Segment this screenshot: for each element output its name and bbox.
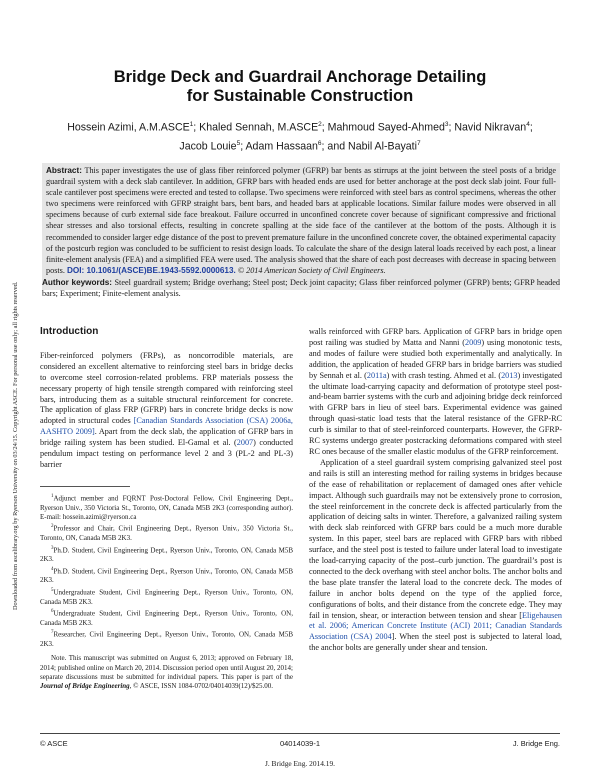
footnote-7-text: Researcher, Civil Engineering Dept., Ryerson Univ., Toronto, ON, Canada M5B 2K3. [40, 630, 293, 648]
ref-eligehausen-aci-csa[interactable]: Eligehausen et al. 2006; American Concrete Institute (ACI) 2011; Canadian Standards Association (CSA) 2004 [309, 610, 562, 642]
doi-link[interactable]: DOI: 10.1061/(ASCE)BE.1943-5592.0000613. [66, 265, 236, 275]
footnote-6-text: Undergraduate Student, Civil Engineering Dept., Ryerson Univ., Toronto, ON, Canada M5B 2K3. [40, 609, 293, 627]
left-column [40, 327, 293, 692]
right-column [309, 327, 562, 654]
citation-line: J. Bridge Eng. 2014.19. [264, 759, 335, 768]
footnote-5 [40, 586, 293, 607]
footer-journal: J. Bridge Eng. [512, 739, 560, 748]
ref-ahmed[interactable]: 2013 [501, 370, 518, 380]
author-5: Jacob Louie [179, 140, 237, 153]
author-1-affil: 1 [189, 121, 194, 128]
footer-copyright: © ASCE [40, 739, 68, 748]
footnote-4-number: 4 [51, 566, 54, 572]
footnote-3-number: 3 [51, 545, 54, 551]
footnote-4-text: Ph.D. Student, Civil Engineering Dept., Ryerson Univ., Toronto, ON, Canada M5B 2K3. [40, 567, 293, 585]
right-text-c: ) with crash testing. Ahmed et al. ( [386, 370, 502, 380]
footnote-4 [40, 565, 293, 586]
footnote-6 [40, 607, 293, 628]
author-2-affil: 2 [318, 121, 322, 128]
ref-sennah[interactable]: 2011a [366, 370, 387, 380]
footnote-2-text: Professor and Chair, Civil Engineering Dept., Ryerson Univ., 350 Victoria St., Toronto, ON, Canada M5B 2K3. [40, 524, 293, 543]
author-7-affil: 7 [416, 139, 421, 147]
intro-ref-csa-aashto[interactable]: [Canadian Standards Association (CSA) 2006a, AASHTO 2009] [40, 416, 293, 437]
keywords-label: Author keywords: [42, 278, 113, 287]
abstract-copyright: © 2014 American Society of Civil Engineers. [235, 265, 386, 275]
intro-ref-elgamal[interactable]: 2007 [236, 438, 254, 448]
footnote-6-number: 6 [51, 608, 54, 614]
footnote-divider [40, 486, 130, 487]
author-4-affil: 4 [526, 121, 530, 128]
title-line-1: Bridge Deck and Guardrail Anchorage Detailing [113, 68, 487, 86]
abstract-text: This paper investigates the use of glass fiber reinforced polymer (GFRP) bar bents as stirrups at the joint between the steel posts of a bridge guardrail system with a deck slab cantilever. In addition, GFRP bars with headed ends are used for better anchorage at the post deck slab joint. Four full-scale cantilever post specimens were erected and tested to collapse. Two specimens were reinforced with steel bars as control specimens, whereas the other two specimens were reinforced with GFRP straight bars, bent bars, and headed bars at applicable locations. Similar failure modes were observed in all specimens because of curb external side face breakout. Failure occurred in unconfined concrete cover because of significant compressive and frictional shear stresses and also torsional effects, resulting in concrete spalling at the side face of the cantilever at the bottom of the posts. Although it is recommended to consider larger edge distance of the post to prevent premature failure in the unconfined concrete cover, the obtained experimental capacity of the postcurb region was concluded to be sufficient to resist design loads. To calculate the share of the design lateral loads received by each post, a linear finite-element analysis (FEA) and a simplified FEA were used. The analysis showed that the share of each post decreases with decrease in spacing between posts. [46, 166, 556, 275]
footnote-2-number: 2 [51, 524, 54, 530]
intro-paragraph-1 [40, 351, 293, 471]
author-2: ; Khaled Sennah, M.ASCE [193, 121, 319, 134]
right-paragraph-1 [309, 327, 562, 458]
right-text-a: walls reinforced with GFRP bars. Application of GFRP bars in bridge open post railing was studied by Matta and Nanni ( [309, 327, 562, 347]
title-line-2: for Sustainable Construction [186, 87, 414, 105]
footer-page-id: 04014039-1 [279, 739, 321, 748]
abstract-box [42, 163, 560, 290]
right-text-e: Application of a steel guardrail system comprising galvanized steel post and rails is still an interesting method for railing systems in bridges because of the ease of rehabilitation or replacement of damaged ones after vehicle impact. Although such guardrails may not be extensively prone to corrosion, the steel reinforcement in the concrete deck is affected particularly from the application of deicing salts in winter. Therefore, a galvanized railing system with deck slab reinforced with GFRP bars could be a much more durable system. In this paper, steel bars are replaced with GFRP bars with ribbed surface, and the steel post is tested to failure under lateral load to investigate the load-carrying capacity of the post–curb junction. The guardrail’s post is connected to the deck overhang with steel anchor bolts. The anchor bolts and the base plate transfer the lateral load to the concrete deck. The modes of failure in anchor bolts depend on the type of the applied force, configurations of bolts, and their distance from the concrete edge. They may fail in tension, shear, or interaction between tension and shear [ [309, 457, 562, 620]
submission-note-text: Note. This manuscript was submitted on August 6, 2013; approved on February 18, 2014; published online on March 20, 2014. Discussion period open until August 20, 2014; separate discussions must be submitted for individual papers. This paper is part of the [40, 654, 293, 682]
author-list: Hossein Azimi, A.M.ASCE$^1$; Khaled Sennah, M.ASCE$^2$; Mahmoud Sayed-Ahmed$^3$; Navid Nikravan$^4$; Jacob Louie$^5$; Adam Hassaan$^6$; and Nabil Al-Bayati$^7$ [67, 121, 533, 153]
author-6: ; Adam Hassaan [240, 140, 318, 153]
right-paragraph-2 [309, 458, 562, 654]
footnote-5-number: 5 [51, 587, 54, 593]
footnote-7-number: 7 [51, 630, 54, 636]
author-6-affil: 6 [317, 139, 322, 147]
ref-matta-nanni[interactable]: 2009 [465, 337, 482, 347]
author-7: ; and Nabil Al-Bayati [321, 140, 417, 153]
author-5-affil: 5 [236, 139, 241, 147]
section-heading-introduction: Introduction [40, 326, 99, 337]
paper-title [60, 68, 540, 106]
footnote-1-number: 1 [51, 493, 54, 499]
footnote-5-text: Undergraduate Student, Civil Engineering Dept., Ryerson Univ., Toronto, ON, Canada M5B 2K3. [40, 588, 293, 606]
journal-name: Journal of Bridge Engineering [40, 682, 130, 691]
submission-note-issn: , © ASCE, ISSN 1084-0702/04014039(12)/$25.00. [129, 682, 274, 691]
footnote-3 [40, 544, 293, 565]
author-3-affil: 3 [444, 121, 449, 128]
intro-text-a: Fiber-reinforced polymers (FRPs), as noncorrodible materials, are considered an excellent alternative to reinforcing steel bars in bridge decks to overcome steel corrosion-related problems. FRP materials possess the necessary property of high tensile strength compared with reinforcing steel bars, introducing them as a suitable structural reinforcement for concrete. The application of glass FRP (GFRP) bars in concrete bridge decks is now adopted in structural codes [40, 350, 293, 426]
footnote-2 [40, 522, 293, 543]
abstract-label: Abstract: [46, 166, 82, 175]
author-4: ; Navid Nikravan [448, 121, 527, 134]
footnote-7 [40, 628, 293, 649]
keywords [42, 277, 560, 299]
footer-divider [40, 733, 560, 734]
right-text-b: ) using monotonic tests, and modes of failure were studied both experimentally and analytically. In addition, the application of headed GFRP bars in bridge barriers was studied by Sennah et al. ( [309, 337, 562, 380]
right-text-d: ) investigated the ultimate load-carrying capacity and deformation of prototype steel post-and-beam barrier systems with the curb and adjoining bridge deck reinforced with GFRP bars in lieu of steel bars. Experimental evidence was gained through quasi-static load tests that the lateral resistance of the GFRP-RC curb is similar to that of steel-reinforced counterparts. However, the GFRP-RC systems undergo greater postcracking deformations compared with steel RC ones because of the smaller elastic modulus of the GFRP reinforcement. [309, 370, 562, 456]
intro-text-b: . Apart from the deck slab, the application of GFRP bars in bridge railing system has been studied. El-Gamal et al. ( [40, 427, 293, 448]
right-text-f: ]. When the steel post is subjected to lateral load, the anchor bolts are generally under shear and tension. [309, 632, 562, 653]
keywords-text: Steel guardrail system; Bridge overhang; Steel post; Deck joint capacity; Glass fiber reinforced polymer (GFRP) bents; GFRP headed bars; Experiment; Finite-element analysis. [42, 278, 560, 299]
author-1: Hossein Azimi, A.M.ASCE [67, 121, 190, 134]
intro-text-c: ) conducted pendulum impact testing on performance level 2 and 3 (PL-2 and PL-3) barrier [40, 438, 293, 469]
submission-note [40, 654, 293, 692]
footnote-1 [40, 492, 293, 523]
download-note-text: Downloaded from ascelibrary.org by Ryerson University on 03/24/15. Copyright ASCE. For personal use only; all rights reserved. [12, 281, 19, 610]
footnote-3-text: Ph.D. Student, Civil Engineering Dept., Ryerson Univ., Toronto, ON, Canada M5B 2K3. [40, 545, 293, 564]
author-3: ; Mahmoud Sayed-Ahmed [321, 121, 445, 134]
footnote-1-text: Adjunct member and FQRNT Post-Doctoral Fellow, Civil Engineering Dept., Ryerson Univ., 350 Victoria St., Toronto, ON, Canada M5B 2K3 (corresponding author). E-mail: hossein.azimi@ryerson.ca [40, 494, 293, 522]
download-note [1, 170, 19, 610]
